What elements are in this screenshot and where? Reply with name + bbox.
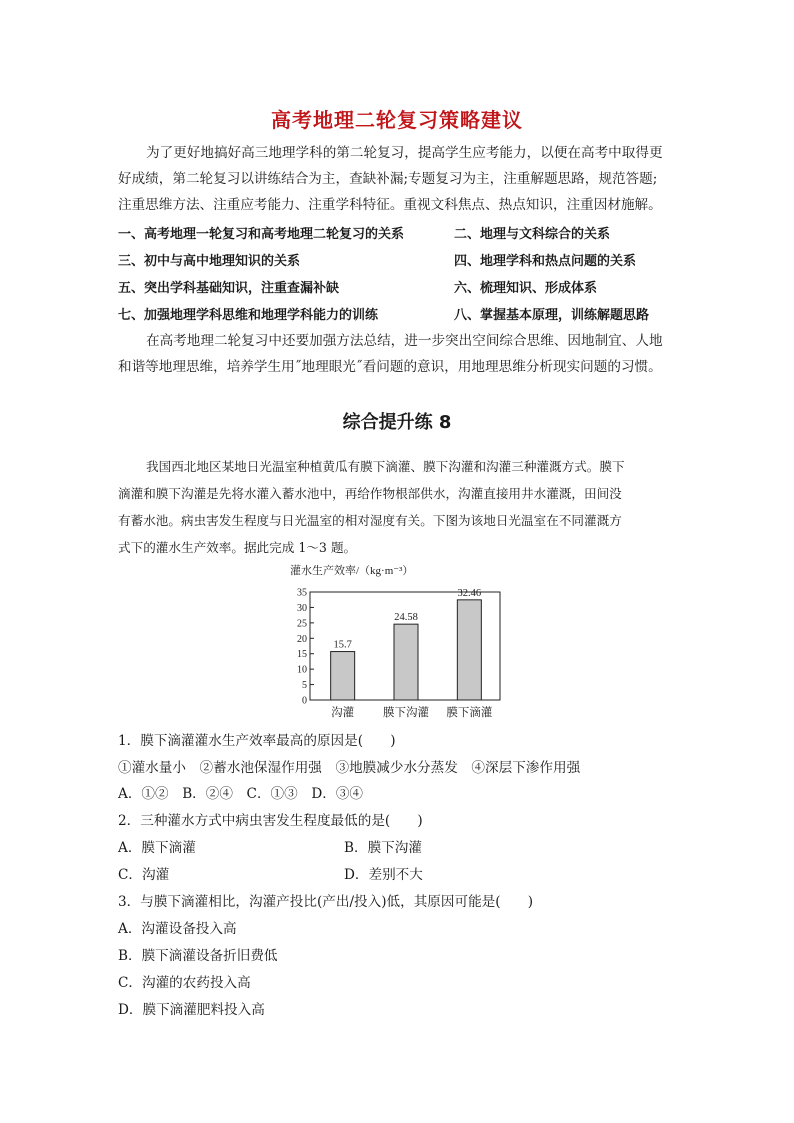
- bar: [331, 652, 355, 700]
- question-3-option-d: D．膜下滴灌肥料投入高: [118, 1002, 265, 1018]
- y-tick-label: 20: [297, 633, 307, 645]
- question-2: 2．三种灌水方式中病虫害发生程度最低的是( ): [118, 813, 423, 829]
- y-tick-label: 25: [297, 618, 307, 630]
- passage-line: 有蓄水池。病虫害发生程度与日光温室的相对湿度有关。下图为该地日光温室在不同灌溉方: [118, 513, 622, 528]
- strategy-row: [118, 277, 688, 303]
- passage-line: 滴灌和膜下沟灌是先将水灌入蓄水池中，再给作物根部供水，沟灌直接用井水灌溉，田间没: [118, 486, 622, 501]
- intro-paragraph: [118, 140, 680, 218]
- strategy-item: 四、地理学科和热点问题的关系: [454, 254, 637, 269]
- question-3-option-a: A．沟灌设备投入高: [118, 921, 237, 937]
- y-tick-label: 30: [297, 602, 307, 614]
- x-tick-label: 膜下滴灌: [446, 707, 493, 719]
- data-label: 32.46: [457, 587, 482, 599]
- exercise-passage: [118, 453, 680, 561]
- data-label: 15.7: [333, 639, 352, 651]
- y-tick-label: 5: [302, 680, 307, 692]
- closing-paragraph: [118, 328, 680, 380]
- strategy-item: 七、加强地理学科思维和地理学科能力的训练: [118, 308, 379, 323]
- question-2-option-c: C．沟灌: [118, 867, 170, 883]
- strategy-item: 五、突出学科基础知识，注重查漏补缺: [118, 281, 340, 296]
- question-2-option-b: B．膜下沟灌: [344, 840, 422, 856]
- closing-line: 和谐等地理思维，培养学生用˝地理眼光˝看问题的意识，用地理思维分析现实问题的习惯。: [118, 359, 662, 375]
- bar: [394, 624, 418, 700]
- question-1-statements: ①灌水量小 ②蓄水池保湿作用强 ③地膜减少水分蒸发 ④深层下渗作用强: [118, 760, 581, 776]
- y-axis-label: 灌水生产效率/（kg·m⁻³）: [290, 565, 414, 577]
- question-3-option-c: C．沟灌的农药投入高: [118, 975, 251, 991]
- strategy-row: [118, 223, 688, 249]
- strategy-item: 二、地理与文科综合的关系: [454, 227, 611, 242]
- y-tick-label: 35: [297, 587, 307, 599]
- intro-line: 注重思维方法、注重应考能力、注重学科特征。重视文科焦点、热点知识，注重因材施解。: [118, 197, 662, 213]
- passage-line: 式下的灌水生产效率。据此完成 1～3 题。: [118, 540, 357, 555]
- data-label: 24.58: [394, 612, 418, 624]
- question-1-options: A．①② B．②④ C．①③ D．③④: [118, 786, 364, 802]
- question-3-option-b: B．膜下滴灌设备折旧费低: [118, 948, 278, 964]
- intro-line: 好成绩，第二轮复习以讲练结合为主，查缺补漏;专题复习为主，注重解题思路，规范答题;: [118, 171, 658, 187]
- strategy-item: 八、掌握基本原理，训练解题思路: [454, 308, 650, 323]
- intro-line: 为了更好地搞好高三地理学科的第二轮复习，提高学生应考能力，以便在高考中取得更: [146, 145, 663, 161]
- closing-line: 在高考地理二轮复习中还要加强方法总结，进一步突出空间综合思维、因地制宜、人地: [146, 333, 663, 349]
- strategy-row: [118, 304, 688, 330]
- y-tick-label: 10: [297, 664, 307, 676]
- page-title: 高考地理二轮复习策略建议: [271, 108, 523, 132]
- passage-line: 我国西北地区某地日光温室种植黄瓜有膜下滴灌、膜下沟灌和沟灌三种灌溉方式。膜下: [146, 459, 625, 474]
- bar: [457, 600, 481, 700]
- question-3: 3．与膜下滴灌相比，沟灌产投比(产出/投入)低，其原因可能是( ): [118, 894, 534, 910]
- strategy-item: 三、初中与高中地理知识的关系: [118, 254, 301, 269]
- strategy-row: [118, 250, 688, 276]
- question-2-option-a: A．膜下滴灌: [118, 840, 196, 856]
- exercise-title: 综合提升练 8: [342, 412, 452, 433]
- strategy-item: 六、梳理知识、形成体系: [454, 281, 598, 296]
- strategy-item: 一、高考地理一轮复习和高考地理二轮复习的关系: [118, 227, 405, 242]
- x-tick-label: 沟灌: [331, 707, 355, 719]
- question-2-option-d: D．差别不大: [344, 867, 423, 883]
- x-tick-label: 膜下沟灌: [383, 707, 429, 719]
- question-1: 1．膜下滴灌灌水生产效率最高的原因是( ): [118, 733, 396, 749]
- irrigation-efficiency-chart: [260, 562, 520, 722]
- y-tick-label: 15: [297, 649, 307, 661]
- y-tick-label: 0: [302, 695, 307, 707]
